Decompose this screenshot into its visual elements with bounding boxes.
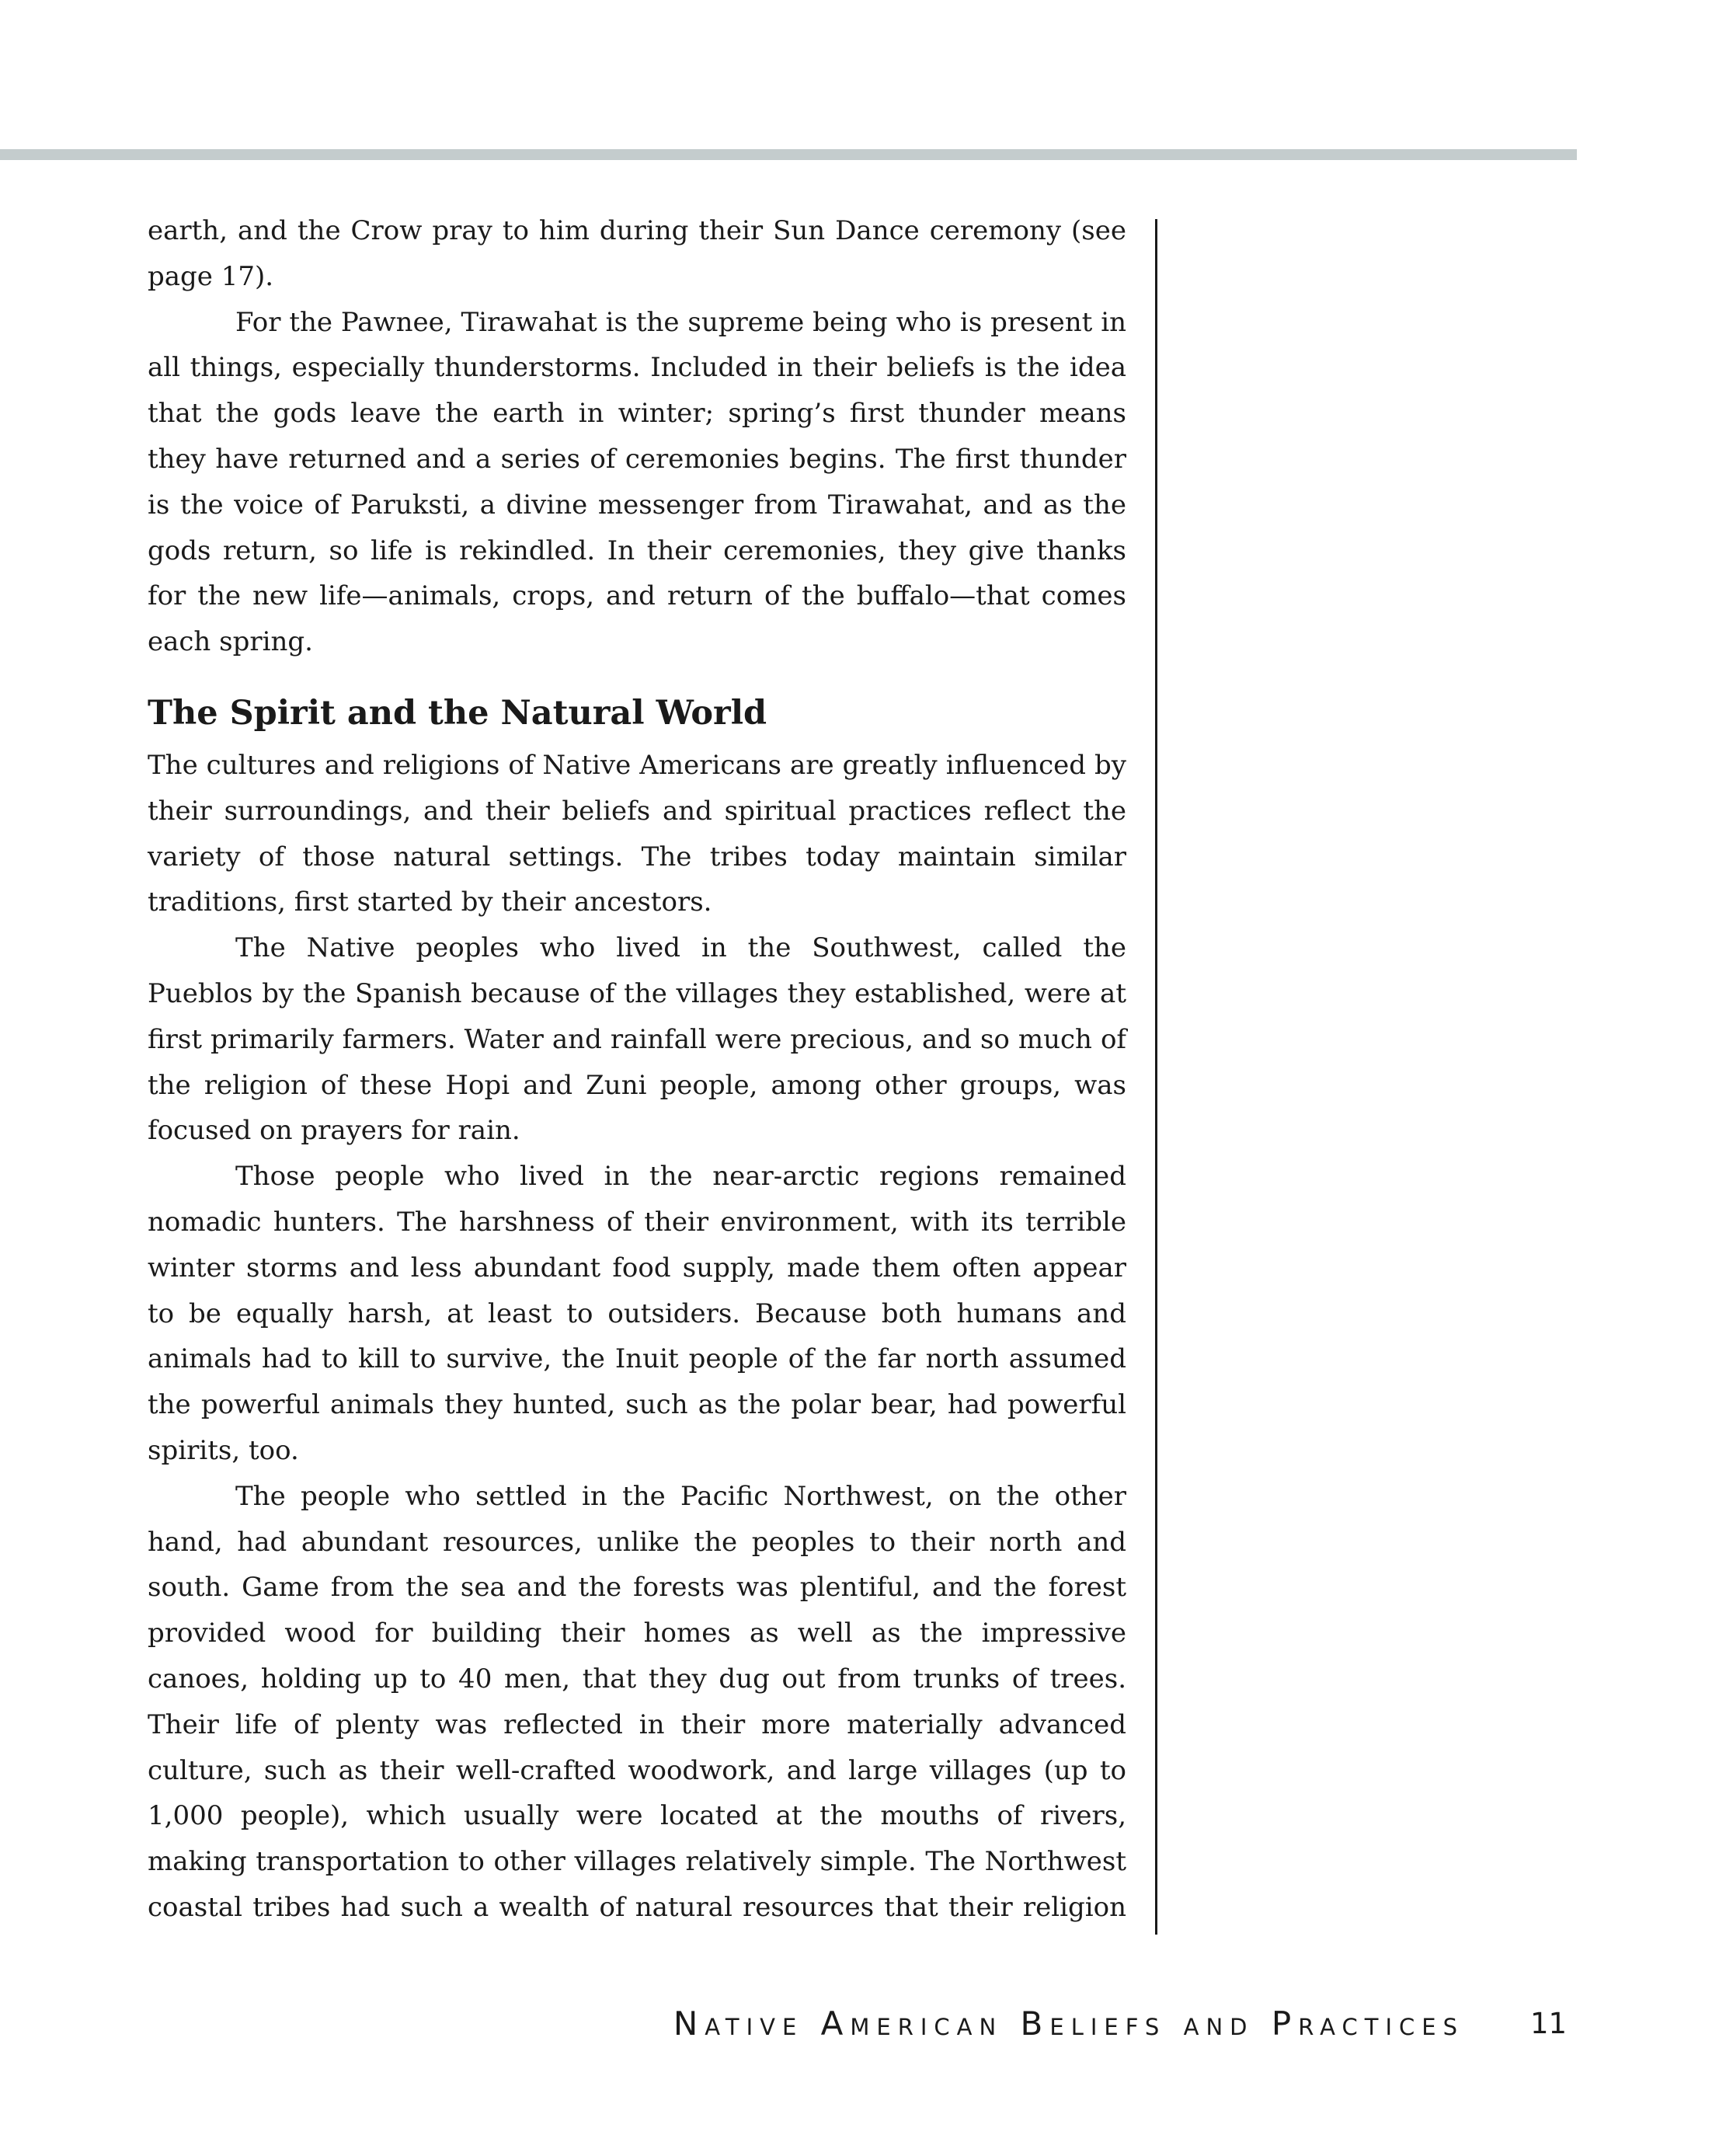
paragraph-arctic: Those people who lived in the near-arctic regions remained nomadic hunters. The harshness of their environment, with its terrible winter storms and less abundant food supply, made them often appear to be equally harsh, at least to outsiders. Because both humans and animals had to kill to survive, the Inuit people of the far north assumed the powerful animals they hunted, such as the polar bear, had powerful spirits, too. bbox=[148, 1161, 1126, 1466]
paragraph-pawnee: For the Pawnee, Tirawahat is the supreme being who is present in all things, especially thunderstorms. Included in their beliefs is the idea that the gods leave the earth in winter; spring’s first thunder means they have returned and a series of ceremonies begins. The first thunder is the voice of Paruksti, a divine messenger from Tirawahat, and as the gods return, so life is rekindled. In their ceremonies, they give thanks for the new life—animals, crops, and return of the buffalo—that comes each spring. bbox=[148, 306, 1126, 658]
paragraph-continuation: earth, and the Crow pray to him during their Sun Dance ceremony (see page 17). bbox=[148, 215, 1126, 292]
running-footer-title: Native American Beliefs and Practices bbox=[673, 2004, 1464, 2043]
paragraph-northwest: The people who settled in the Pacific Northwest, on the other hand, had abundant resources, unlike the peoples to their north and south. Game from the sea and the forests was plentiful, and the forest provided wood for building their homes as well as the impressive canoes, holding up to 40 men, that they dug out from trunks of trees. Their life of plenty was reflected in their more materially advanced culture, such as their well-crafted woodwork, and large villages (up to 1,000 people), which usually were located at the mouths of rivers, making transportation to other villages relatively simple. The Northwest coastal tribes had such a wealth of natural resources that their religion bbox=[148, 1480, 1126, 1923]
paragraph-southwest: The Native peoples who lived in the Southwest, called the Pueblos by the Spanish because of the villages they established, were at first primarily farmers. Water and rainfall were precious, and so much of the religion of these Hopi and Zuni people, among other groups, was focused on prayers for rain. bbox=[148, 932, 1126, 1147]
paragraph-cultures: The cultures and religions of Native Americans are greatly influenced by their surroundings, and their beliefs and spiritual practices reflect the variety of those natural settings. The tribes today maintain similar traditions, first started by their ancestors. bbox=[148, 749, 1126, 918]
body-text-column bbox=[148, 208, 1126, 1931]
section-heading: The Spirit and the Natural World bbox=[148, 693, 767, 733]
margin-vertical-rule bbox=[1155, 219, 1157, 1935]
page-number: 11 bbox=[1530, 2007, 1568, 2040]
top-rule bbox=[0, 149, 1577, 160]
